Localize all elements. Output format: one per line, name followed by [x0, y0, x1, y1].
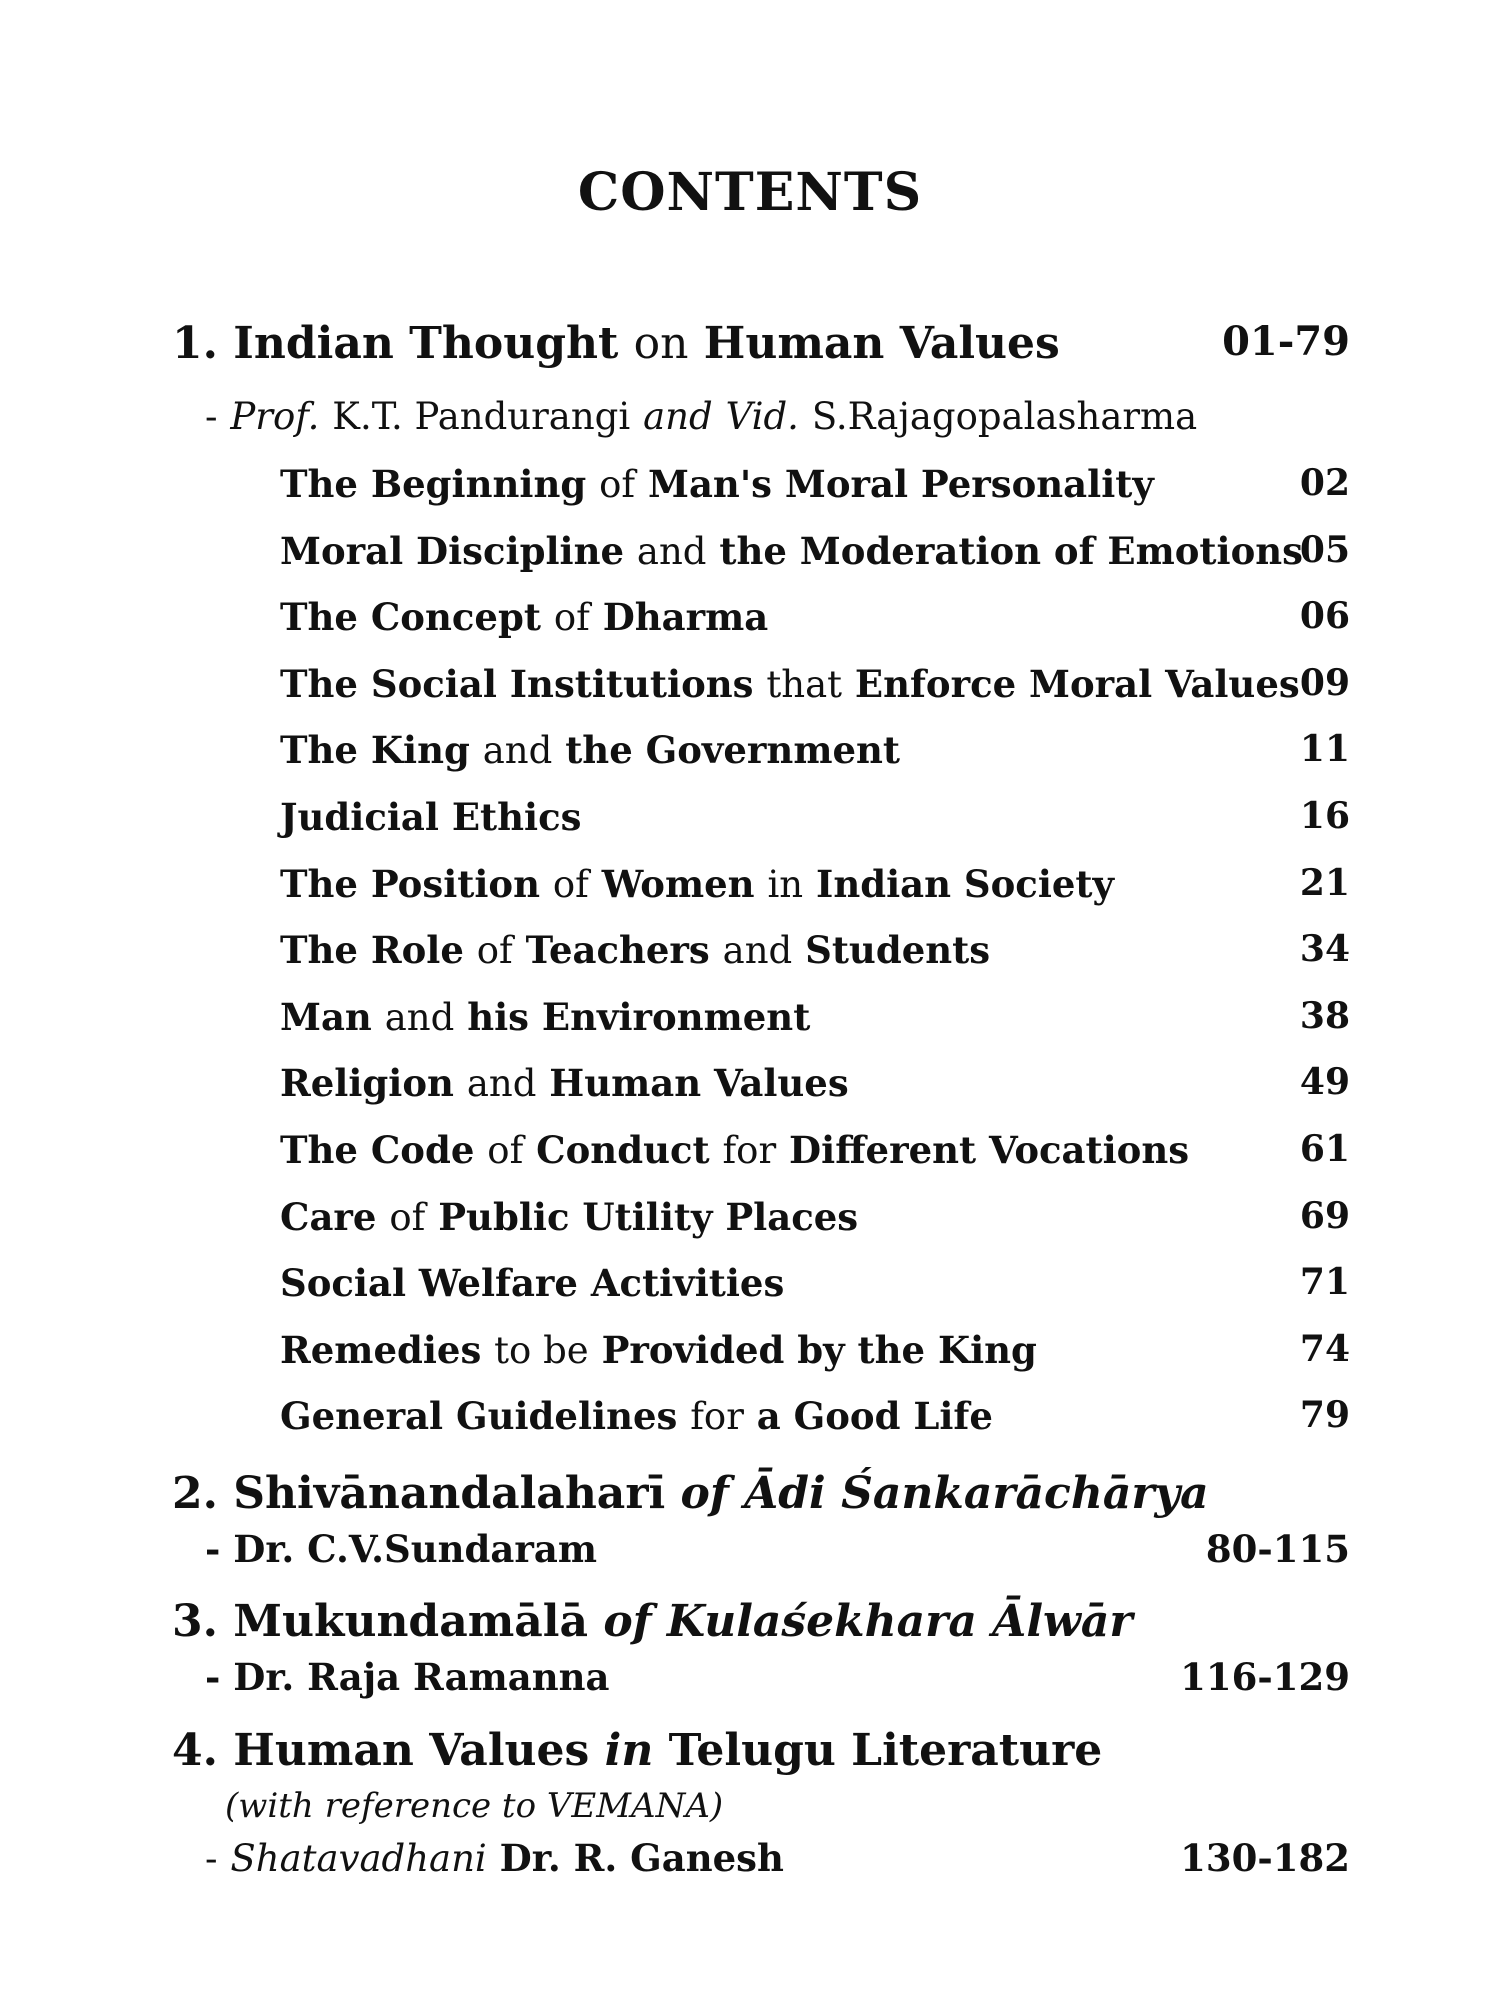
toc-section-row: [0, 529, 1500, 573]
section-title: The Code of Conduct for Different Vocations: [280, 1128, 1190, 1172]
toc-chapter-2: [0, 1468, 1500, 1519]
section-title: The Social Institutions that Enforce Moral Values: [280, 661, 1300, 706]
toc-section-row: [0, 462, 1500, 506]
section-title: The Beginning of Man's Moral Personality: [280, 462, 1154, 506]
section-page: 38: [1299, 994, 1350, 1037]
chapter-4-note: (with reference to VEMANA): [225, 1786, 724, 1826]
chapter-1-title: 1. Indian Thought on Human Values: [172, 318, 1060, 369]
section-page: 06: [1299, 595, 1350, 638]
section-title: The Concept of Dharma: [280, 595, 769, 640]
section-page: 61: [1299, 1128, 1350, 1170]
toc-section-row: [0, 795, 1500, 839]
chapter-2-author: - Dr. C.V.Sundaram: [205, 1527, 597, 1571]
toc-chapter-1: [0, 318, 1500, 369]
toc-chapter-4: [0, 1725, 1500, 1776]
section-title: Judicial Ethics: [280, 795, 582, 839]
section-page: 16: [1299, 795, 1350, 837]
chapter-3-author: - Dr. Raja Ramanna: [205, 1655, 610, 1699]
toc-section-row: [0, 928, 1500, 972]
toc-section-row: [0, 728, 1500, 772]
toc-section-row: [0, 1128, 1500, 1172]
chapter-4-author-row: [0, 1836, 1500, 1880]
section-page: 21: [1299, 861, 1350, 904]
section-title: The King and the Government: [280, 728, 901, 773]
section-page: 02: [1299, 462, 1350, 504]
chapter-4-title: 4. Human Values in Telugu Literature: [172, 1725, 1103, 1776]
section-title: The Role of Teachers and Students: [280, 928, 991, 973]
section-page: 49: [1299, 1061, 1350, 1104]
toc-section-row: [0, 1261, 1500, 1305]
section-page: 74: [1299, 1327, 1350, 1370]
chapter-1-author: - Prof. K.T. Pandurangi and Vid. S.Rajagopalasharma: [205, 395, 1198, 438]
toc-section-row: [0, 662, 1500, 706]
chapter-4-author: - Shatavadhani Dr. R. Ganesh: [205, 1836, 784, 1880]
section-page: 71: [1299, 1261, 1350, 1304]
section-page: 79: [1299, 1394, 1350, 1437]
section-page: 05: [1299, 528, 1350, 571]
chapter-3-pages: 116-129: [1180, 1655, 1350, 1699]
toc-section-row: [0, 1394, 1500, 1438]
section-title: Care of Public Utility Places: [280, 1194, 859, 1239]
section-title: The Position of Women in Indian Society: [280, 861, 1115, 906]
chapter-2-author-row: [0, 1527, 1500, 1571]
section-page: 69: [1299, 1194, 1350, 1237]
section-title: Man and his Environment: [280, 994, 811, 1039]
section-title: Remedies to be Provided by the King: [280, 1327, 1037, 1372]
toc-section-row: [0, 1328, 1500, 1372]
chapter-3-title: 3. Mukundamālā of Kulaśekhara Ālwār: [172, 1596, 1133, 1647]
section-page: 34: [1299, 928, 1350, 971]
section-title: Religion and Human Values: [280, 1061, 849, 1106]
chapter-2-pages: 80-115: [1205, 1527, 1350, 1571]
section-title: Social Welfare Activities: [280, 1261, 785, 1306]
chapter-2-title: 2. Shivānandalaharī of Ādi Śankarāchārya: [172, 1468, 1209, 1519]
chapter-3-author-row: [0, 1655, 1500, 1699]
section-page: 09: [1299, 661, 1350, 704]
toc-section-row: [0, 862, 1500, 906]
section-title: Moral Discipline and the Moderation of Emotions: [280, 528, 1303, 573]
toc-section-row: [0, 995, 1500, 1039]
page-title: CONTENTS: [577, 162, 923, 223]
toc-chapter-3: [0, 1596, 1500, 1647]
chapter-4-pages: 130-182: [1180, 1836, 1350, 1880]
toc-section-row: [0, 1061, 1500, 1105]
toc-section-row: [0, 1195, 1500, 1239]
section-page: 11: [1299, 728, 1350, 771]
section-title: General Guidelines for a Good Life: [280, 1394, 993, 1439]
toc-section-row: [0, 595, 1500, 639]
chapter-1-pages: 01-79: [1222, 318, 1350, 365]
